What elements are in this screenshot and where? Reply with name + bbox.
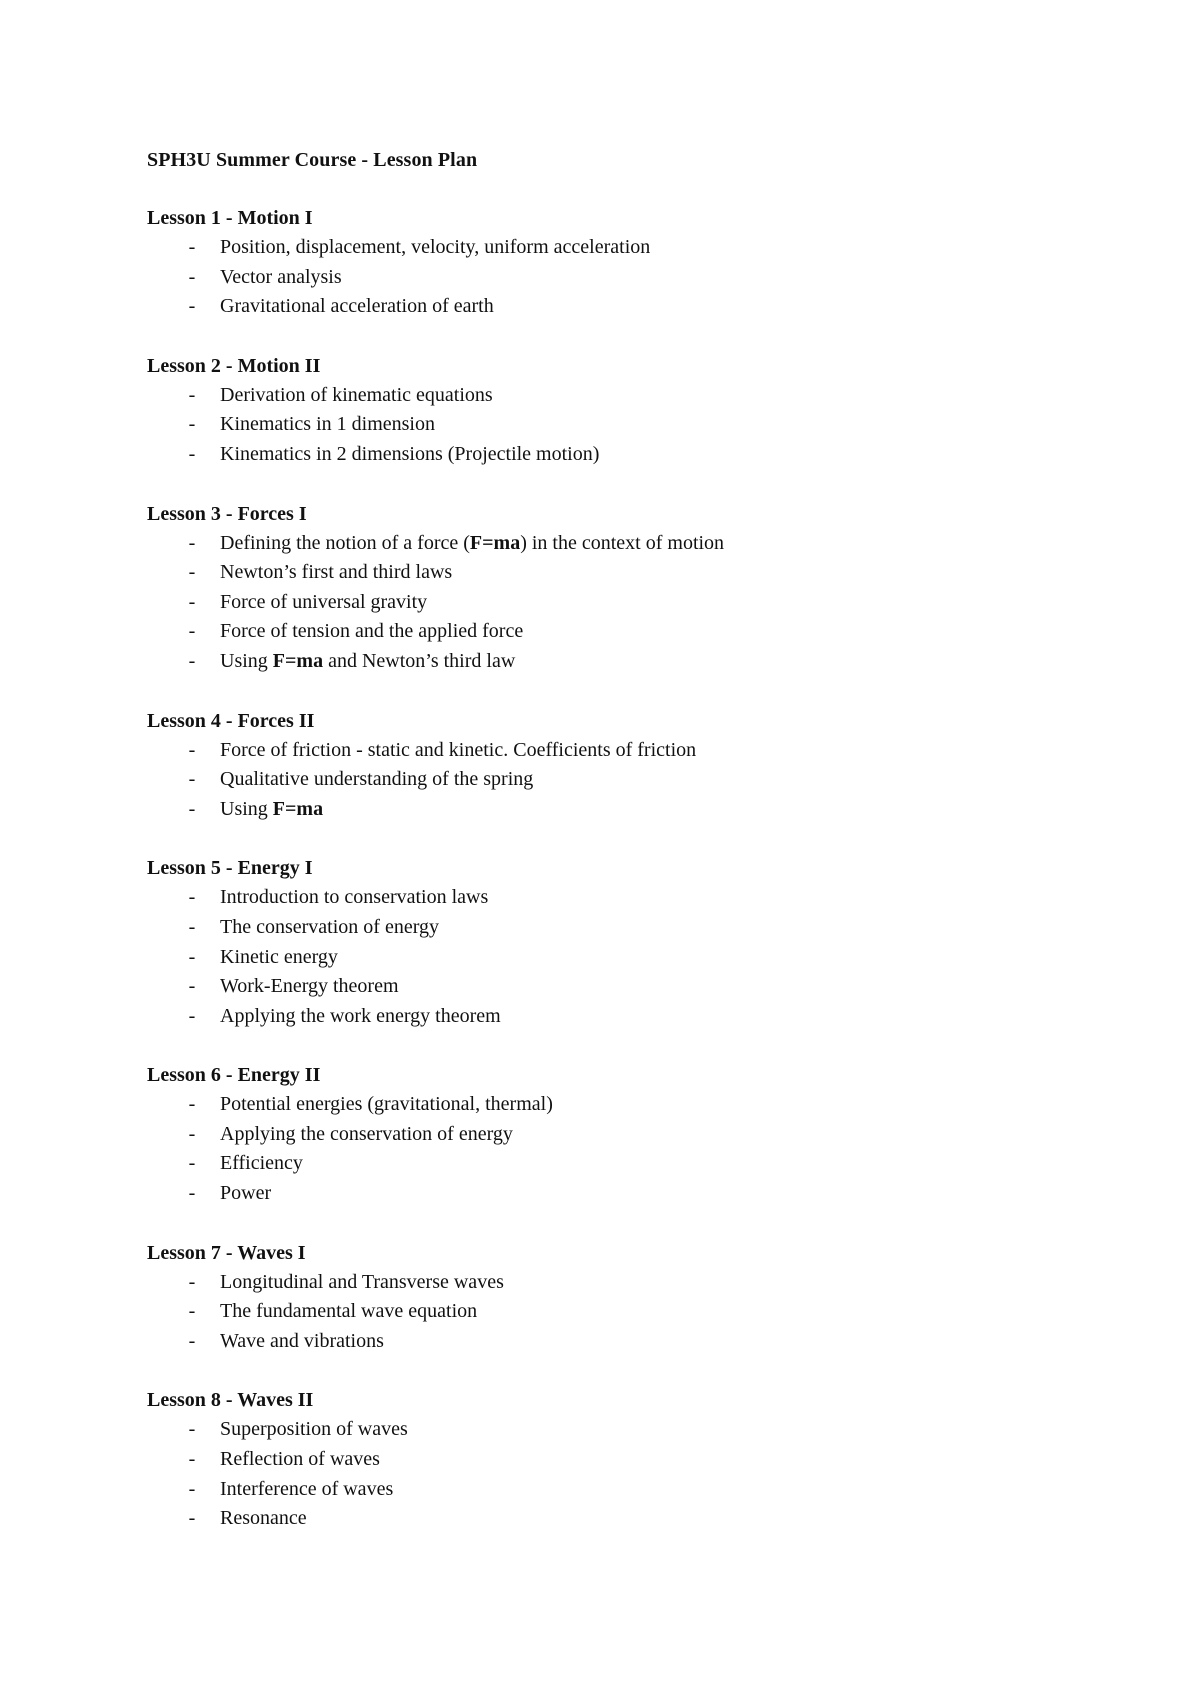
- document-title: SPH3U Summer Course - Lesson Plan: [147, 149, 478, 171]
- topic-item: [147, 617, 1097, 647]
- bullet-dash: -: [188, 945, 196, 968]
- topic-item: [147, 1002, 1097, 1032]
- bullet-dash: -: [188, 649, 196, 672]
- topic-item: [147, 1149, 1097, 1179]
- lesson-heading: Lesson 6 - Energy II: [147, 1064, 321, 1087]
- lesson-heading: Lesson 1 - Motion I: [147, 207, 313, 229]
- topic-item: [147, 883, 1097, 913]
- bullet-dash: -: [188, 1418, 196, 1441]
- lesson-section: [147, 706, 1097, 825]
- topic-text: Introduction to conservation laws: [220, 886, 489, 909]
- topic-text: Kinematics in 2 dimensions (Projectile motion): [220, 442, 600, 465]
- bullet-dash: -: [188, 1182, 196, 1205]
- topic-text: ) in the context of motion: [520, 531, 725, 554]
- topic-item: [147, 1327, 1097, 1357]
- topic-text: Kinematics in 1 dimension: [220, 413, 435, 436]
- topic-text: Power: [220, 1182, 272, 1205]
- lesson-section: [147, 499, 1097, 677]
- bullet-dash: -: [188, 413, 196, 436]
- lesson-list: [147, 203, 1097, 1534]
- bullet-dash: -: [188, 975, 196, 998]
- bullet-dash: -: [188, 797, 196, 820]
- topic-item: [147, 647, 1097, 677]
- topic-text-bold: F=ma: [272, 797, 324, 820]
- topic-text: Potential energies (gravitational, thermal): [220, 1093, 553, 1116]
- topic-item: [147, 381, 1097, 411]
- topic-text: Applying the conservation of energy: [220, 1122, 513, 1145]
- topic-item: [147, 263, 1097, 293]
- topic-text: Wave and vibrations: [220, 1329, 384, 1352]
- topic-text: Longitudinal and Transverse waves: [220, 1270, 504, 1293]
- topic-text: and Newton’s third law: [323, 649, 516, 672]
- topic-item: [147, 440, 1097, 470]
- topic-item: [147, 233, 1097, 263]
- topic-list: [147, 736, 1097, 825]
- bullet-dash: -: [188, 590, 196, 613]
- topic-list: [147, 1415, 1097, 1533]
- lesson-section: [147, 203, 1097, 322]
- bullet-dash: -: [188, 915, 196, 938]
- topic-item: [147, 588, 1097, 618]
- topic-text: Work-Energy theorem: [220, 975, 399, 998]
- lesson-heading: Lesson 4 - Forces II: [147, 709, 315, 732]
- topic-text: Defining the notion of a force (: [220, 531, 470, 554]
- topic-item: [147, 1445, 1097, 1475]
- topic-item: [147, 943, 1097, 973]
- bullet-dash: -: [188, 738, 196, 761]
- topic-item: [147, 972, 1097, 1002]
- bullet-dash: -: [188, 561, 196, 584]
- topic-text: Reflection of waves: [220, 1448, 380, 1471]
- topic-text: The fundamental wave equation: [220, 1300, 478, 1323]
- lesson-heading: Lesson 8 - Waves II: [147, 1389, 314, 1412]
- bullet-dash: -: [188, 442, 196, 465]
- topic-text: Superposition of waves: [220, 1418, 408, 1441]
- bullet-dash: -: [188, 620, 196, 643]
- topic-list: [147, 529, 1097, 677]
- topic-item: [147, 1504, 1097, 1534]
- topic-text: Force of friction - static and kinetic. Coefficients of friction: [220, 738, 697, 761]
- topic-item: [147, 736, 1097, 766]
- topic-list: [147, 1268, 1097, 1357]
- bullet-dash: -: [188, 383, 196, 406]
- bullet-dash: -: [188, 1300, 196, 1323]
- topic-text: Force of tension and the applied force: [220, 620, 524, 643]
- topic-item: [147, 1415, 1097, 1445]
- topic-text: The conservation of energy: [220, 915, 439, 938]
- topic-item: [147, 1297, 1097, 1327]
- topic-text: Gravitational acceleration of earth: [220, 295, 494, 318]
- lesson-section: [147, 1060, 1097, 1208]
- lesson-heading: Lesson 5 - Energy I: [147, 857, 313, 880]
- topic-item: [147, 795, 1097, 825]
- bullet-dash: -: [188, 1152, 196, 1175]
- topic-text: Resonance: [220, 1507, 307, 1530]
- topic-item: [147, 1120, 1097, 1150]
- topic-text: Kinetic energy: [220, 945, 338, 968]
- topic-list: [147, 1090, 1097, 1208]
- lesson-section: [147, 1238, 1097, 1357]
- topic-text: Using: [220, 797, 273, 820]
- lesson-section: [147, 351, 1097, 470]
- topic-item: [147, 1090, 1097, 1120]
- topic-text-bold: F=ma: [469, 531, 521, 554]
- topic-text: Vector analysis: [220, 265, 342, 288]
- bullet-dash: -: [188, 1507, 196, 1530]
- bullet-dash: -: [188, 886, 196, 909]
- lesson-heading: Lesson 7 - Waves I: [147, 1241, 306, 1264]
- bullet-dash: -: [188, 295, 196, 318]
- topic-item: [147, 529, 1097, 559]
- lesson-heading: Lesson 2 - Motion II: [147, 354, 321, 377]
- topic-text: Applying the work energy theorem: [220, 1004, 501, 1027]
- bullet-dash: -: [188, 1448, 196, 1471]
- topic-item: [147, 765, 1097, 795]
- topic-text: Force of universal gravity: [220, 590, 428, 613]
- topic-item: [147, 913, 1097, 943]
- bullet-dash: -: [188, 768, 196, 791]
- topic-list: [147, 233, 1097, 322]
- topic-item: [147, 410, 1097, 440]
- bullet-dash: -: [188, 1270, 196, 1293]
- topic-list: [147, 883, 1097, 1031]
- topic-item: [147, 1179, 1097, 1209]
- bullet-dash: -: [188, 1122, 196, 1145]
- topic-text: Newton’s first and third laws: [220, 561, 453, 584]
- bullet-dash: -: [188, 1329, 196, 1352]
- topic-item: [147, 1475, 1097, 1505]
- topic-item: [147, 1268, 1097, 1298]
- topic-text: Qualitative understanding of the spring: [220, 768, 534, 791]
- bullet-dash: -: [188, 531, 196, 554]
- bullet-dash: -: [188, 1093, 196, 1116]
- bullet-dash: -: [188, 265, 196, 288]
- document-body: [147, 145, 1097, 1563]
- bullet-dash: -: [188, 1004, 196, 1027]
- lesson-heading: Lesson 3 - Forces I: [147, 502, 307, 525]
- topic-list: [147, 381, 1097, 470]
- lesson-section: [147, 853, 1097, 1031]
- lesson-section: [147, 1385, 1097, 1533]
- topic-text: Derivation of kinematic equations: [220, 383, 493, 406]
- bullet-dash: -: [188, 236, 196, 258]
- topic-text: Using: [220, 649, 273, 672]
- bullet-dash: -: [188, 1477, 196, 1500]
- topic-text: Interference of waves: [220, 1477, 394, 1500]
- topic-text-bold: F=ma: [272, 649, 324, 672]
- topic-text: Position, displacement, velocity, uniform acceleration: [220, 236, 651, 258]
- topic-item: [147, 292, 1097, 322]
- topic-item: [147, 558, 1097, 588]
- topic-text: Efficiency: [220, 1152, 303, 1175]
